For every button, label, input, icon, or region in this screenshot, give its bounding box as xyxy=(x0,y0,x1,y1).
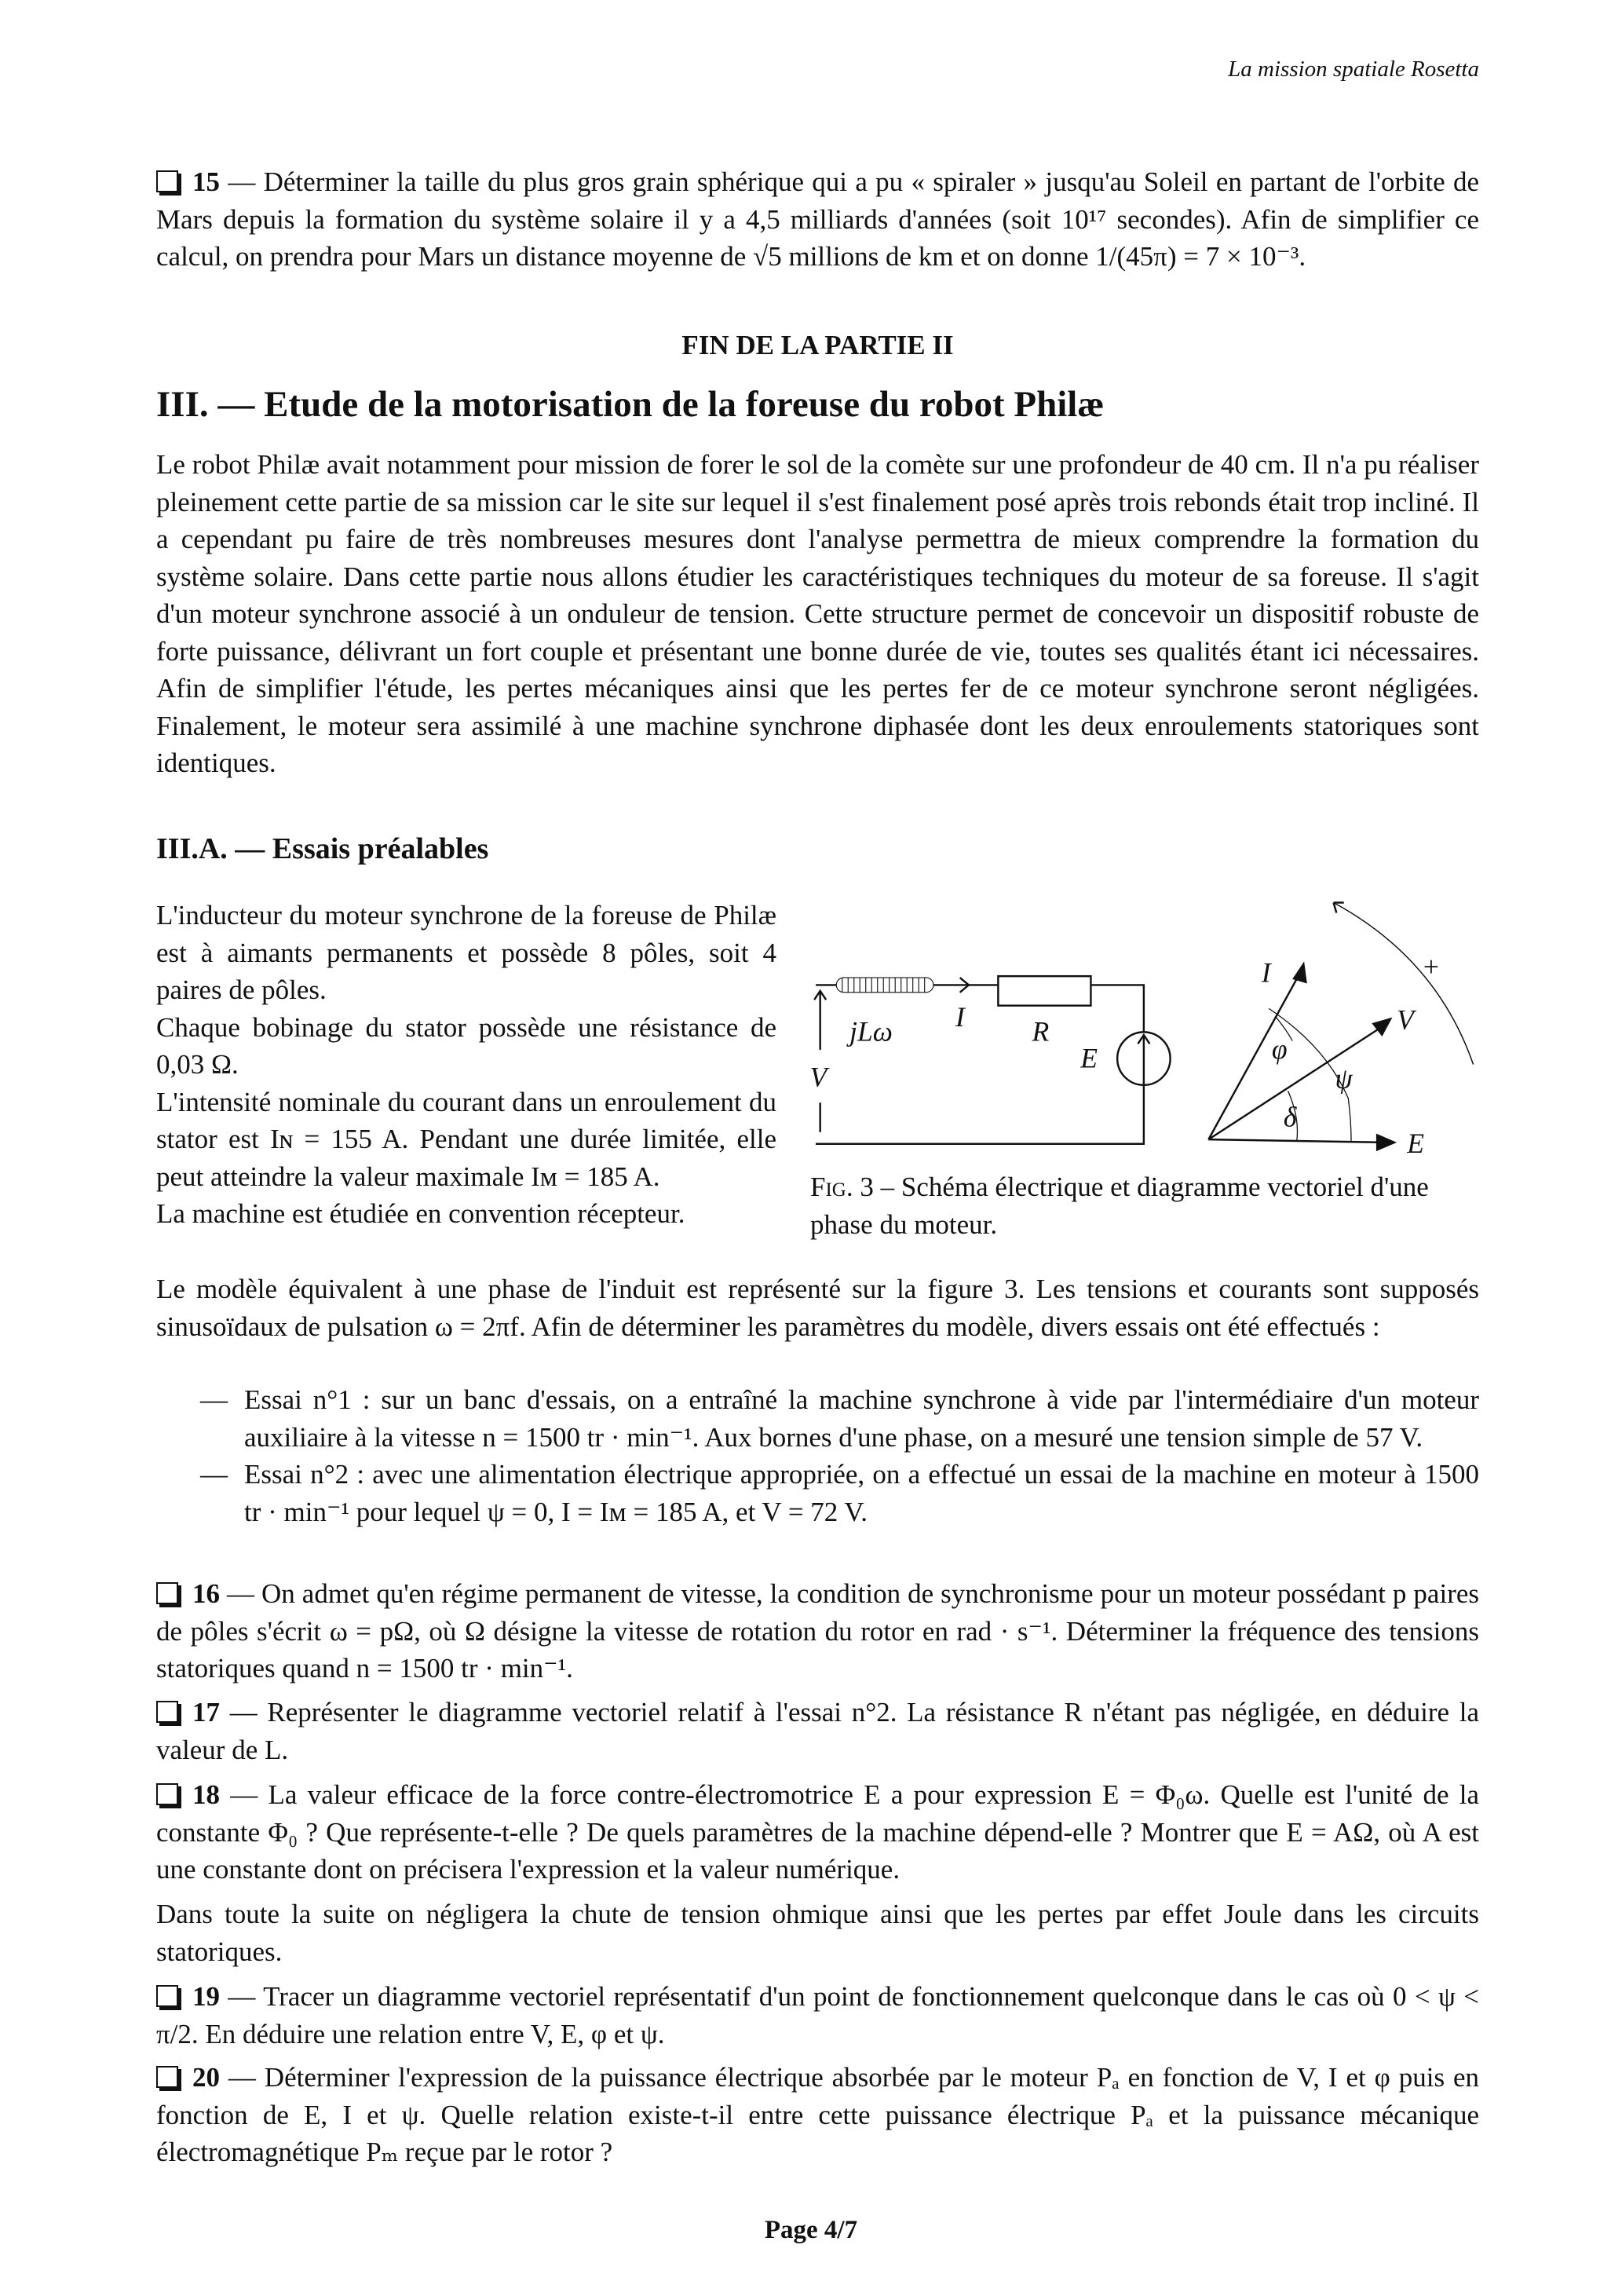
checkbox-icon xyxy=(156,2066,178,2088)
question-19: 19 — Tracer un diagramme vectoriel représentatif d'un point de fonctionnement quelconque dans le cas où 0 < ψ < π/2. En déduire une relation entre V, E, φ et ψ. xyxy=(156,1981,1479,2049)
label-phi: φ xyxy=(1271,1033,1288,1066)
label-delta: δ xyxy=(1283,1101,1297,1133)
label-inductance: jLω xyxy=(849,1015,893,1047)
test-list xyxy=(156,1381,1479,1530)
label-current: I xyxy=(955,1000,965,1033)
question-15 xyxy=(156,163,1479,276)
model-paragraph: Le modèle équivalent à une phase de l'induit est représenté sur la figure 3. Les tensions et courants sont supposés sinusoïdaux de pulsation ω = 2πf. Afin de déterminer les paramètres du modèle, divers essais ont été effectués : xyxy=(156,1274,1479,1342)
label-vector-V: V xyxy=(1397,1004,1414,1036)
section-title: III. — Etude de la motorisation de la foreuse du robot Philæ xyxy=(156,384,1105,425)
section-intro: Le robot Philæ avait notamment pour mission de forer le sol de la comète sur une profondeur de 40 cm. Il n'a pu réaliser pleinement cette partie de sa mission car le site sur lequel il s'est finalement posé après trois rebonds était trop incliné. Il a cependant pu faire de très nombreuses mesures dont l'analyse permettra de mieux comprendre la formation du système solaire. Dans cette partie nous allons étudier les caractéristiques techniques du moteur de sa foreuse. Il s'agit d'un moteur synchrone associé à un onduleur de tension. Cette structure permet de concevoir un dispositif robuste de forte puissance, délivrant un fort couple et présentant une bonne durée de vie, toutes ses qualités étant ici nécessaires. Afin de simplifier l'étude, les pertes mécaniques ainsi que les pertes fer de ce moteur synchrone seront négligées. Finalement, le moteur sera assimilé à une machine synchrone diphasée dont les deux enroulements statoriques sont identiques. xyxy=(156,449,1479,778)
inductor-coil xyxy=(836,978,933,993)
page-number: Page 4/7 xyxy=(764,2216,858,2244)
paragraph: L'inducteur du moteur synchrone de la foreuse de Philæ est à aimants permanents et possède 8 pôles, soit 4 paires de pôles. xyxy=(156,900,776,1005)
circuit-schematic xyxy=(814,976,1170,1144)
paragraph: L'intensité nominale du courant dans un enroulement du stator est Iɴ = 155 A. Pendant une durée limitée, elle peut atteindre la valeur maximale Iᴍ = 185 A. xyxy=(156,1086,776,1192)
question-17: 17 — Représenter le diagramme vectoriel relatif à l'essai n°2. La résistance R n'étant pas négligée, en déduire la valeur de L. xyxy=(156,1697,1479,1765)
list-item: — Essai n°1 : sur un banc d'essais, on a entraîné la machine synchrone à vide par l'intermédiaire d'un moteur auxiliaire à la vitesse n = 1500 tr · min⁻¹. Aux bornes d'une phase, on a mesuré une tension simple de 57 V. xyxy=(200,1384,1479,1453)
running-header: La mission spatiale Rosetta xyxy=(1228,57,1479,82)
checkbox-icon xyxy=(156,1582,178,1604)
paragraph: Chaque bobinage du stator possède une résistance de 0,03 Ω. xyxy=(156,1011,776,1080)
checkbox-icon xyxy=(156,1985,178,2007)
question-text: — Déterminer la taille du plus gros grain sphérique qui a pu « spiraler » jusqu'au Soleil en partant de l'orbite de Mars depuis la formation du système solaire il y a 4,5 milliards d'années (soit 10¹⁷ secondes). Afin de simplifier ce calcul, on prendra pour Mars un distance moyenne de √5 millions de km et on donne 1/(45π) = 7 × 10⁻³. xyxy=(156,166,1480,272)
caption-label: Fig. 3 xyxy=(810,1172,874,1202)
question-20: 20 — Déterminer l'expression de la puissance électrique absorbée par le moteur Pₐ en fonction de V, I et φ puis en fonction de E, I et ψ. Quelle relation existe-t-il entre cette puissance électrique Pₐ et la puissance mécanique électromagnétique Pₘ reçue par le rotor ? xyxy=(156,2062,1479,2167)
left-column xyxy=(156,897,776,1233)
figure-3-diagram xyxy=(796,885,1489,1164)
label-psi: ψ xyxy=(1335,1062,1353,1095)
label-vector-I: I xyxy=(1261,956,1271,989)
checkbox-icon xyxy=(156,170,178,192)
question-number: 15 xyxy=(192,166,220,197)
question-16: 16 — On admet qu'en régime permanent de vitesse, la condition de synchronisme pour un moteur possédant p paires de pôles s'écrit ω = pΩ, où Ω désigne la vitesse de rotation du rotor en rad · s⁻¹. Déterminer la fréquence des tensions statoriques quand n = 1500 tr · min⁻¹. xyxy=(156,1578,1480,1684)
label-voltage: V xyxy=(809,1061,827,1093)
label-emf: E xyxy=(1080,1042,1098,1074)
checkbox-icon xyxy=(156,1783,178,1805)
vector-diagram xyxy=(1208,902,1473,1142)
figure-caption xyxy=(810,1168,1482,1243)
rotation-arc xyxy=(1334,902,1474,1064)
label-vector-E: E xyxy=(1407,1128,1424,1160)
label-plus: + xyxy=(1423,951,1439,983)
label-resistor: R xyxy=(1032,1015,1050,1047)
end-of-part: FIN DE LA PARTIE II xyxy=(681,330,954,360)
resistor xyxy=(998,976,1090,1005)
subsection-title: III.A. — Essais préalables xyxy=(156,832,489,865)
list-item: — Essai n°2 : avec une alimentation électrique appropriée, on a effectué un essai de la machine en moteur à 1500 tr · min⁻¹ pour lequel ψ = 0, I = Iᴍ = 185 A, et V = 72 V. xyxy=(200,1459,1479,1527)
caption-text: – Schéma électrique et diagramme vectoriel d'une phase du moteur. xyxy=(810,1172,1429,1240)
paragraph: La machine est étudiée en convention récepteur. xyxy=(156,1198,685,1229)
question-18: 18 — La valeur efficace de la force contre-électromotrice E a pour expression E = Φ₀ω. Quelle est l'unité de la constante Φ₀ ? Que représente-t-elle ? De quels paramètres de la machine dépend-elle ? Montrer que E = AΩ, où A est une constante dont on précisera l'expression et la valeur numérique. xyxy=(156,1779,1480,1885)
checkbox-icon xyxy=(156,1701,178,1723)
note-paragraph: Dans toute la suite on négligera la chute de tension ohmique ainsi que les pertes par effet Joule dans les circuits statoriques. xyxy=(156,1899,1479,1967)
